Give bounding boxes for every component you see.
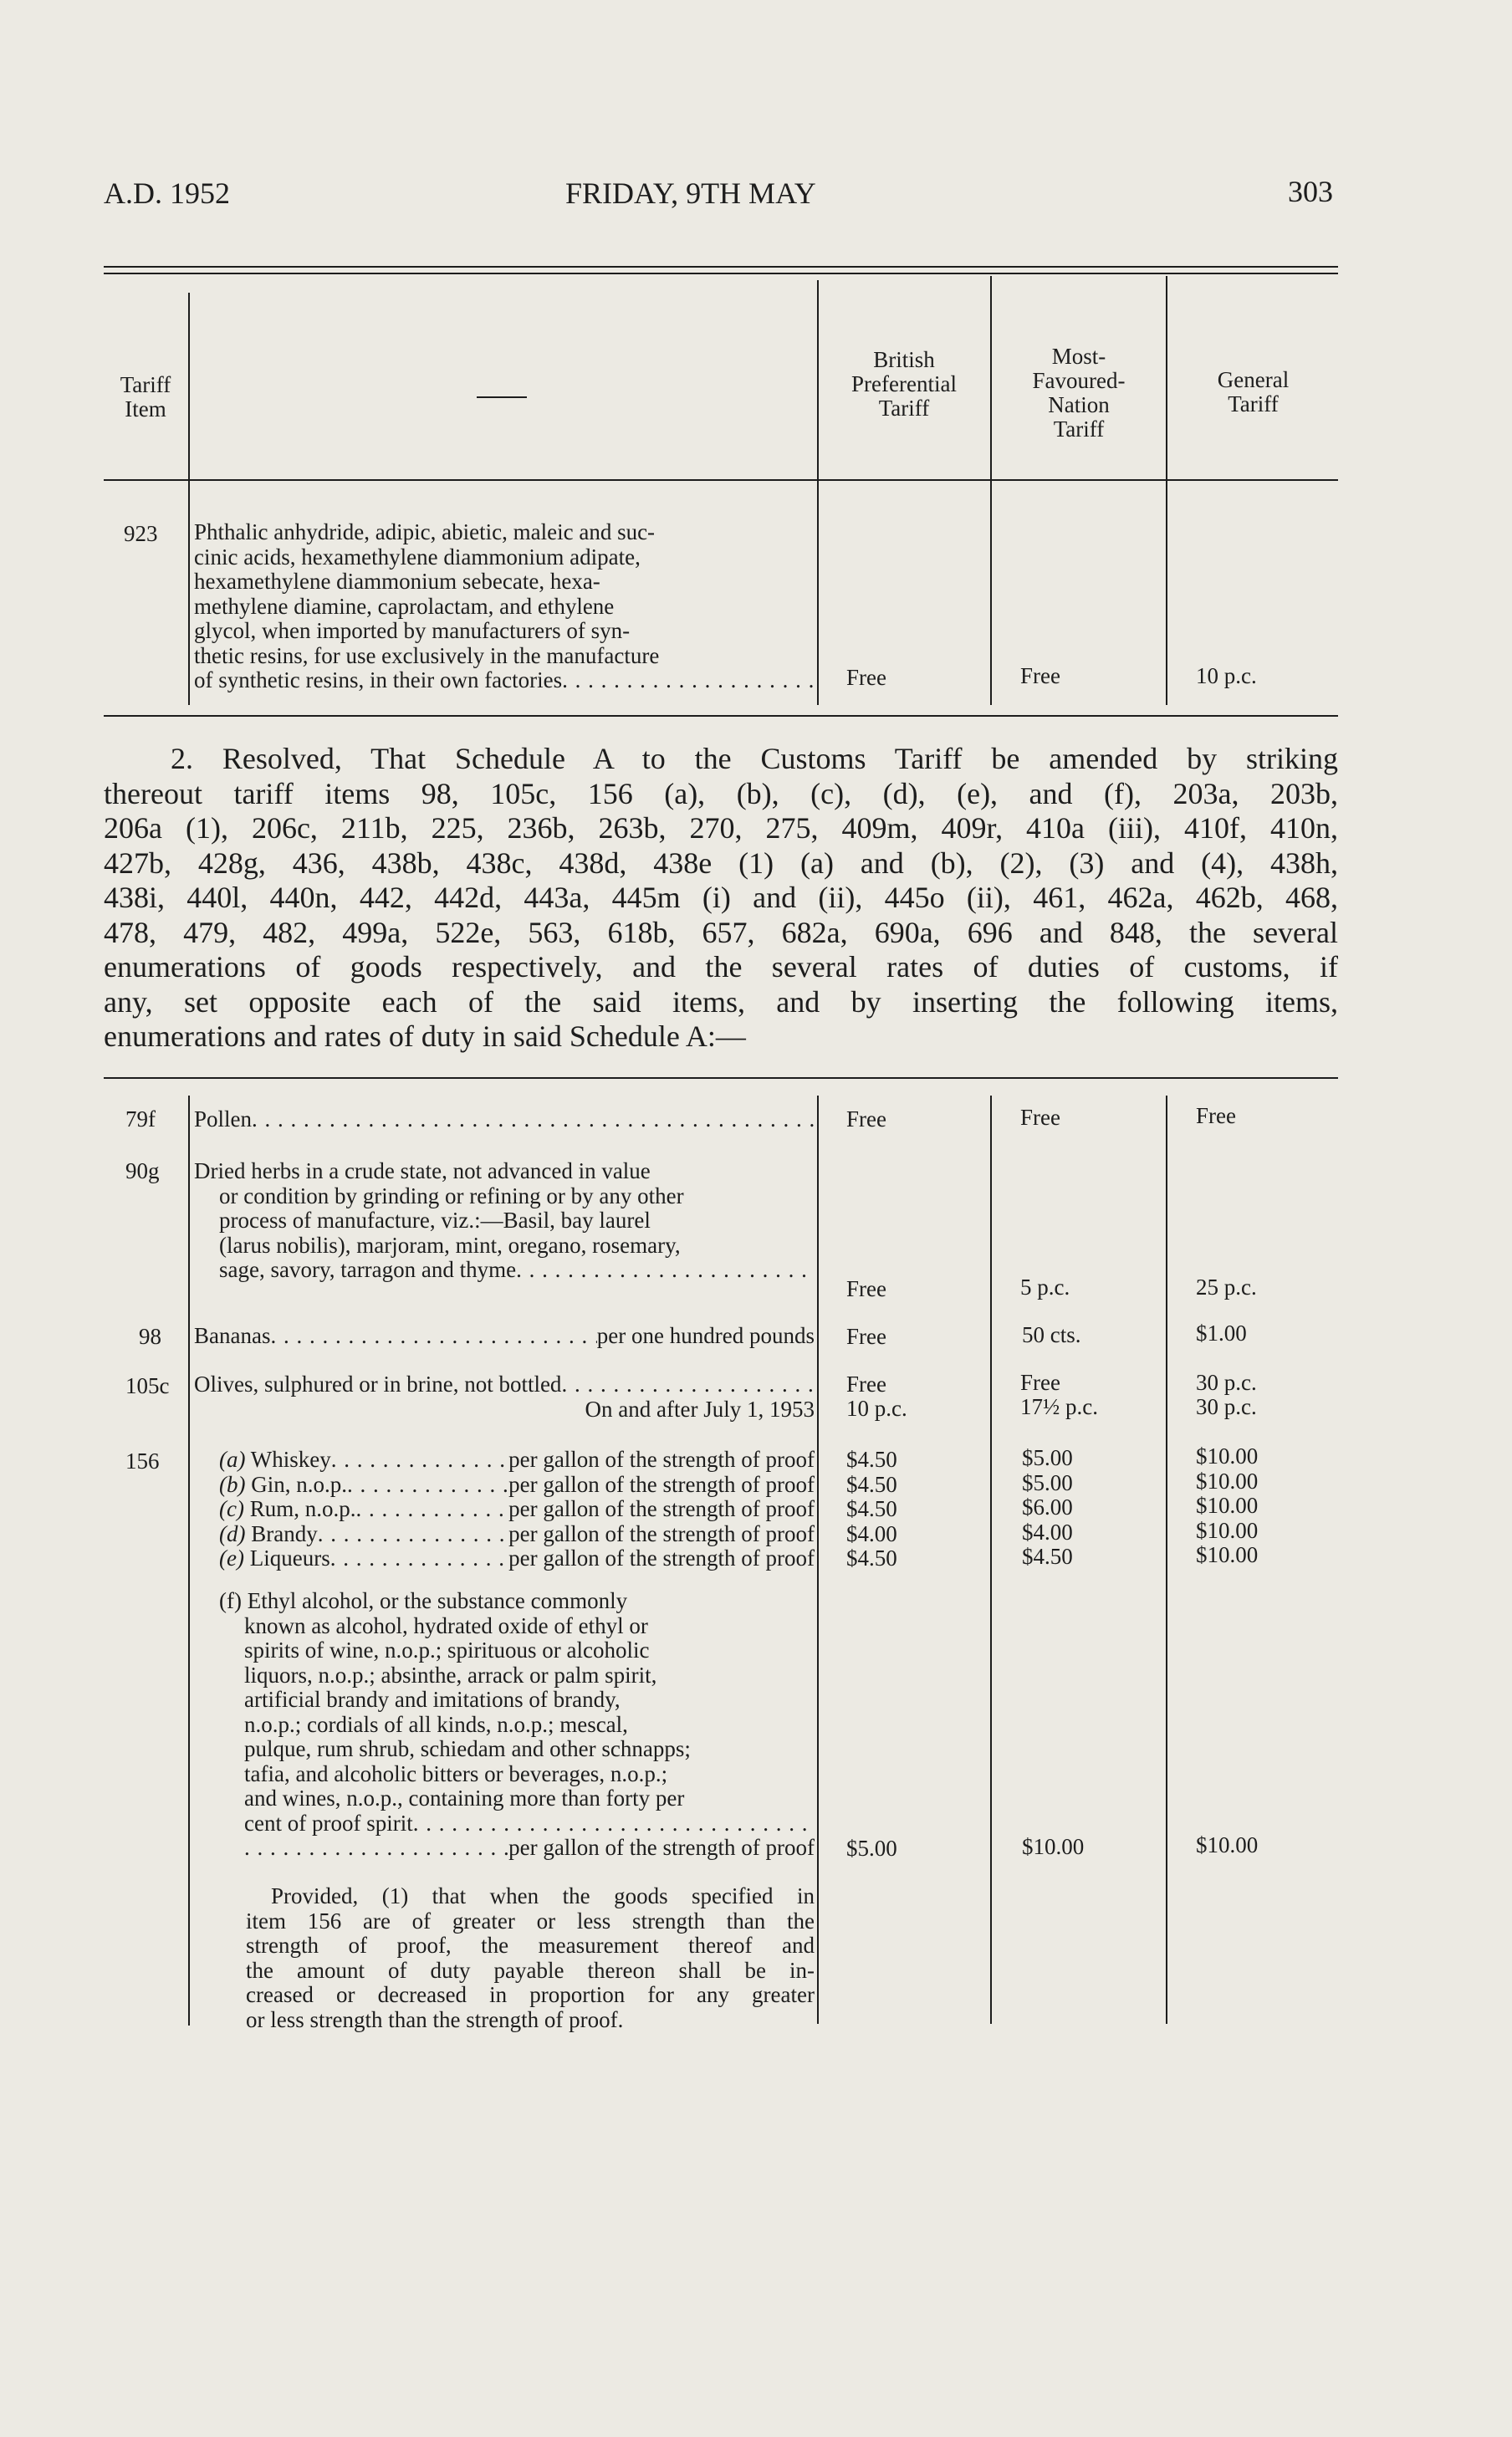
- table2-top-rule: [104, 1077, 1338, 1079]
- item-98-general: $1.00: [1196, 1321, 1247, 1346]
- header-british-preferential: British Preferential Tariff: [851, 347, 957, 421]
- header-general-tariff: General Tariff: [1217, 367, 1290, 416]
- item-105c-general: 30 p.c. 30 p.c.: [1196, 1370, 1257, 1419]
- item-90g-british: Free: [846, 1276, 886, 1301]
- item-156f-general: $10.00: [1196, 1832, 1259, 1857]
- item-156f-british: $5.00: [846, 1836, 897, 1861]
- table1-col-divider: [817, 280, 819, 705]
- item-98-description: Bananas . . . per one hundred pounds: [194, 1324, 815, 1349]
- item-156-mfn: $5.00 $5.00 $6.00 $4.00 $4.50: [1022, 1445, 1073, 1569]
- header-date: FRIDAY, 9TH MAY: [565, 176, 816, 210]
- item-79f-description: Pollen . . .: [194, 1107, 815, 1132]
- table1-col-divider: [1166, 276, 1167, 705]
- header-most-favoured-nation: Most- Favoured- Nation Tariff: [1032, 344, 1126, 442]
- table1-header-rule: [104, 479, 1338, 481]
- item-98: 98: [139, 1324, 161, 1349]
- item-90g-general: 25 p.c.: [1196, 1275, 1257, 1300]
- header-dash: [477, 383, 527, 407]
- table1-top-rule-2: [104, 273, 1338, 274]
- provided-clause: Provided, (1) that when the goods specified in item 156 are of greater or less strength than the strength of proof, the measurement thereof and the amount of duty payable thereon shall be in- creased or decreased in proportion for any greater or less strength than the strength of proof.: [246, 1883, 815, 2032]
- rate-mfn: Free: [1020, 663, 1060, 688]
- rate-british: Free: [846, 665, 886, 690]
- item-79f-general: Free: [1196, 1103, 1236, 1128]
- item-156: 156: [125, 1448, 160, 1474]
- item-156f-description: (f) Ethyl alcohol, or the substance commonly known as alcohol, hydrated oxide of ethyl or spirits of wine, n.o.p.; spirituous or alcoholic liquors, n.o.p.; absinthe, arrack or palm spirit, artificial brandy and imitations of brandy, n.o.p.; cordials of all kinds, n.o.p.; mescal, pulque, rum shrub, schiedam and other schnapps; tafia, and alcoholic bitters or beverages, n.o.p.; and wines, n.o.p., containing more than forty per cent of proof spirit . . . . . . per gallon of the strength of proof: [194, 1589, 815, 1861]
- table2-col-divider: [1166, 1096, 1167, 2024]
- header-year: A.D. 1952: [104, 176, 230, 210]
- table2-col-divider: [990, 1096, 992, 2024]
- item-156-british: $4.50 $4.50 $4.50 $4.00 $4.50: [846, 1447, 897, 1571]
- item-105c-description: Olives, sulphured or in brine, not bottled . . . On and after July 1, 1953: [194, 1372, 815, 1422]
- page-number: 303: [1288, 175, 1333, 208]
- table1-col-divider: [188, 293, 190, 705]
- item-156f-mfn: $10.00: [1022, 1834, 1085, 1859]
- table2-col-divider: [817, 1096, 819, 2024]
- item-105c-mfn: Free 17½ p.c.: [1020, 1370, 1098, 1419]
- resolution-paragraph: 2. Resolved, That Schedule A to the Customs Tariff be amended by striking thereout tariff items 98, 105c, 156 (a), (b), (c), (d), (e), and (f), 203a, 203b, 206a (1), 206c, 211b, 225, 236b, 263b, 270, 275, 409m, 409r, 410a (iii), 410f, 410n, 427b, 428g, 436, 438b, 438c, 438d, 438e (1) (a) and (b), (2), (3) and (4), 438h, 438i, 440l, 440n, 442, 442d, 443a, 445m (i) and (ii), 445o (ii), 461, 462a, 462b, 468, 478, 479, 482, 499a, 522e, 563, 618b, 657, 682a, 690a, 696 and 848, the several enumerations of goods respectively, and the several rates of duties of customs, if any, set opposite each of the said items, and by inserting the following items, enumerations and rates of duty in said Schedule A:—: [104, 742, 1338, 1053]
- header-tariff-item: Tariff Item: [120, 372, 171, 421]
- item-156-general: $10.00 $10.00 $10.00 $10.00 $10.00: [1196, 1443, 1259, 1567]
- table1-col-divider: [990, 276, 992, 705]
- item-90g: 90g: [125, 1158, 160, 1183]
- table1-top-rule: [104, 266, 1338, 268]
- item-98-british: Free: [846, 1324, 886, 1349]
- item-79f-mfn: Free: [1020, 1105, 1060, 1130]
- tariff-item-number: 923: [124, 521, 158, 546]
- item-156-subitems: (a) Whiskey . . . per gallon of the strength of proof (b) Gin, n.o.p. . . . per gallon of the strength of proof (c) Rum, n.o.p. . . . per gallon of the strength of proof (d) Brandy . . . per gallon of the strength of proof (e) Liqueurs . . . per gallon of the strength of proof: [194, 1448, 815, 1571]
- table2-col-divider: [188, 1096, 190, 2026]
- item-90g-description: Dried herbs in a crude state, not advanced in value or condition by grinding or refining or by any other process of manufacture, viz.:—Basil, bay laurel (larus nobilis), marjoram, mint, oregano, rosemary, sage, savory, tarragon and thyme . . .: [194, 1159, 815, 1283]
- item-90g-mfn: 5 p.c.: [1020, 1275, 1070, 1300]
- item-79f: 79f: [125, 1106, 156, 1132]
- table1-bottom-rule: [104, 715, 1338, 717]
- item-79f-british: Free: [846, 1106, 886, 1132]
- tariff-item-description: Phthalic anhydride, adipic, abietic, maleic and suc- cinic acids, hexamethylene diammonium adipate, hexamethylene diammonium sebecate, hexa- methylene diamine, caprolactam, and ethylene glycol, when imported by manufacturers of syn- thetic resins, for use exclusively in the manufacture of synthetic resins, in their own factories . . .: [194, 520, 815, 693]
- item-105c-british: Free 10 p.c.: [846, 1372, 907, 1421]
- rate-general: 10 p.c.: [1196, 663, 1257, 688]
- item-105c: 105c: [125, 1373, 170, 1398]
- item-98-mfn: 50 cts.: [1022, 1322, 1081, 1347]
